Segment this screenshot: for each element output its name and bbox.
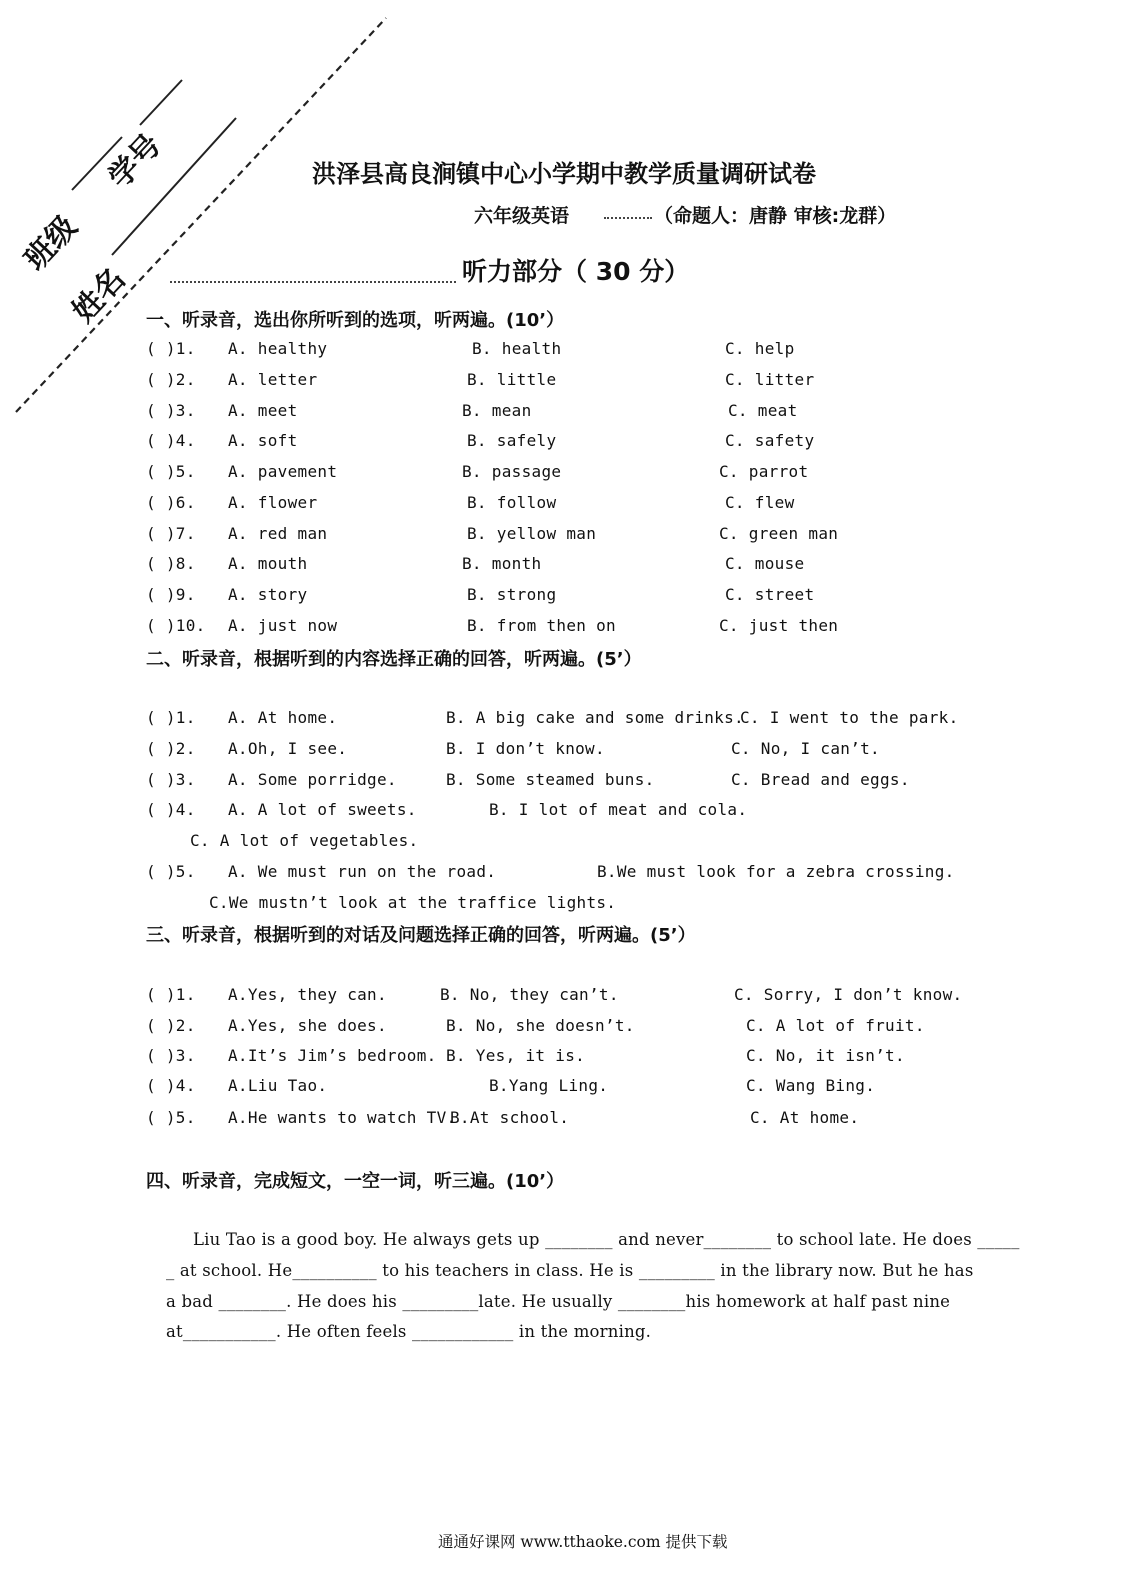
s2-option-c: C. No, I can’t. [731,739,880,758]
passage-line-3: a bad ________. He does his _________late. He usually ________his homework at half past nine [166,1292,951,1311]
exam-title: 洪泽县高良涧镇中心小学期中教学质量调研试卷 [312,160,816,188]
s1-option-b: B. health [472,339,562,358]
s1-option-c: C. safety [725,431,815,450]
s2-option-b: B. I don’t know. [446,739,605,758]
s2-option-a: A. A lot of sweets. [228,800,417,819]
s2-option-a: A.Oh, I see. [228,739,348,758]
s3-question-number: ( )2. [146,1016,196,1035]
s1-option-c: C. green man [719,524,839,543]
s1-option-a: A. mouth [228,554,308,573]
s3-option-a: A.Yes, they can. [228,985,387,1004]
s1-option-b: B. safely [467,431,557,450]
s1-option-c: C. flew [725,493,795,512]
s1-option-a: A. healthy [228,339,328,358]
s2-option-b: B. I lot of meat and cola. [489,800,748,819]
s1-option-b: B. month [462,554,542,573]
s1-option-c: C. meat [728,401,798,420]
s1-option-a: A. flower [228,493,318,512]
section1-heading: 一、听录音，选出你所听到的选项，听两遍。(10’） [146,310,565,331]
s3-option-c: C. Sorry, I don’t know. [734,985,963,1004]
s1-question-number: ( )3. [146,401,196,420]
s1-option-a: A. just now [228,616,338,635]
s1-option-a: A. letter [228,370,318,389]
dotted-spacer [604,217,652,219]
s3-option-b: B.Yang Ling. [489,1076,609,1095]
s1-question-number: ( )1. [146,339,196,358]
author-reviewer: （命题人：唐静 审核:龙群） [654,205,897,227]
s1-option-c: C. parrot [719,462,809,481]
s3-question-number: ( )3. [146,1046,196,1065]
s2-option-c: C. Bread and eggs. [731,770,910,789]
s1-option-b: B. strong [467,585,557,604]
listening-part-title: 听力部分（ 30 分） [462,257,690,286]
s2-question-number: ( )3. [146,770,196,789]
section4-heading: 四、听录音，完成短文，一空一词，听三遍。(10’） [146,1171,565,1192]
s3-option-c: C. At home. [750,1108,860,1127]
s1-question-number: ( )5. [146,462,196,481]
s1-question-number: ( )6. [146,493,196,512]
s2-option-c: C. I went to the park. [740,708,959,727]
s1-option-a: A. story [228,585,308,604]
s1-question-number: ( )4. [146,431,196,450]
s1-question-number: ( )2. [146,370,196,389]
s1-option-b: B. follow [467,493,557,512]
s3-option-a: A.Liu Tao. [228,1076,328,1095]
s1-question-number: ( )8. [146,554,196,573]
s3-option-b: B.At school. [450,1108,570,1127]
passage-line-2: _ at school. He__________ to his teachers in class. He is _________ in the library now. But he has [166,1261,974,1280]
s1-option-a: A. soft [228,431,298,450]
grade-subject: 六年级英语 [474,205,570,227]
s2-option-a: A. At home. [228,708,338,727]
s1-option-b: B. yellow man [467,524,597,543]
s3-option-a: A.He wants to watch TV. [228,1108,457,1127]
s3-question-number: ( )4. [146,1076,196,1095]
s3-option-c: C. No, it isn’t. [746,1046,905,1065]
s2-option-a: A. We must run on the road. [228,862,497,881]
s1-question-number: ( )9. [146,585,196,604]
class-label: 班级 [17,209,85,278]
section3-heading: 三、听录音，根据听到的对话及问题选择正确的回答，听两遍。(5’） [146,925,696,946]
s3-option-b: B. No, they can’t. [440,985,619,1004]
passage-line-4: at___________. He often feels ____________ in the morning. [166,1322,652,1341]
s1-option-a: A. red man [228,524,328,543]
s1-option-c: C. just then [719,616,839,635]
s1-option-c: C. mouse [725,554,805,573]
s1-option-c: C. help [725,339,795,358]
s1-option-b: B. mean [462,401,532,420]
section2-heading: 二、听录音，根据听到的内容选择正确的回答，听两遍。(5’） [146,649,642,670]
s3-option-b: B. Yes, it is. [446,1046,586,1065]
s1-option-b: B. from then on [467,616,616,635]
s2-option-c: C.We mustn’t look at the traffice lights. [209,893,617,912]
s1-option-c: C. street [725,585,815,604]
s3-option-a: A.Yes, she does. [228,1016,387,1035]
s2-question-number: ( )2. [146,739,196,758]
s1-option-a: A. meet [228,401,298,420]
s2-question-number: ( )4. [146,800,196,819]
s1-option-c: C. litter [725,370,815,389]
s3-option-b: B. No, she doesn’t. [446,1016,635,1035]
s3-question-number: ( )5. [146,1108,196,1127]
s2-question-number: ( )1. [146,708,196,727]
s2-option-a: A. Some porridge. [228,770,397,789]
s2-option-b: B. Some steamed buns. [446,770,655,789]
s2-option-b: B.We must look for a zebra crossing. [597,862,955,881]
s2-option-c: C. A lot of vegetables. [190,831,419,850]
s3-question-number: ( )1. [146,985,196,1004]
student-number-label: 学号 [101,127,169,196]
s3-option-a: A.It’s Jim’s bedroom. [228,1046,437,1065]
passage-line-1: Liu Tao is a good boy. He always gets up ________ and never________ to school late. He does _____ [193,1230,1020,1249]
s3-option-c: C. A lot of fruit. [746,1016,925,1035]
s1-option-b: B. passage [462,462,562,481]
s1-option-a: A. pavement [228,462,338,481]
s2-option-b: B. A big cake and some drinks. [446,708,744,727]
s1-question-number: ( )7. [146,524,196,543]
s3-option-c: C. Wang Bing. [746,1076,876,1095]
s1-option-b: B. little [467,370,557,389]
part-title-dotted-lead [170,281,456,283]
s2-question-number: ( )5. [146,862,196,881]
s1-question-number: ( )10. [146,616,206,635]
name-label: 姓名 [65,261,133,330]
footer-source: 通通好课网 www.tthaoke.com 提供下载 [438,1533,728,1551]
